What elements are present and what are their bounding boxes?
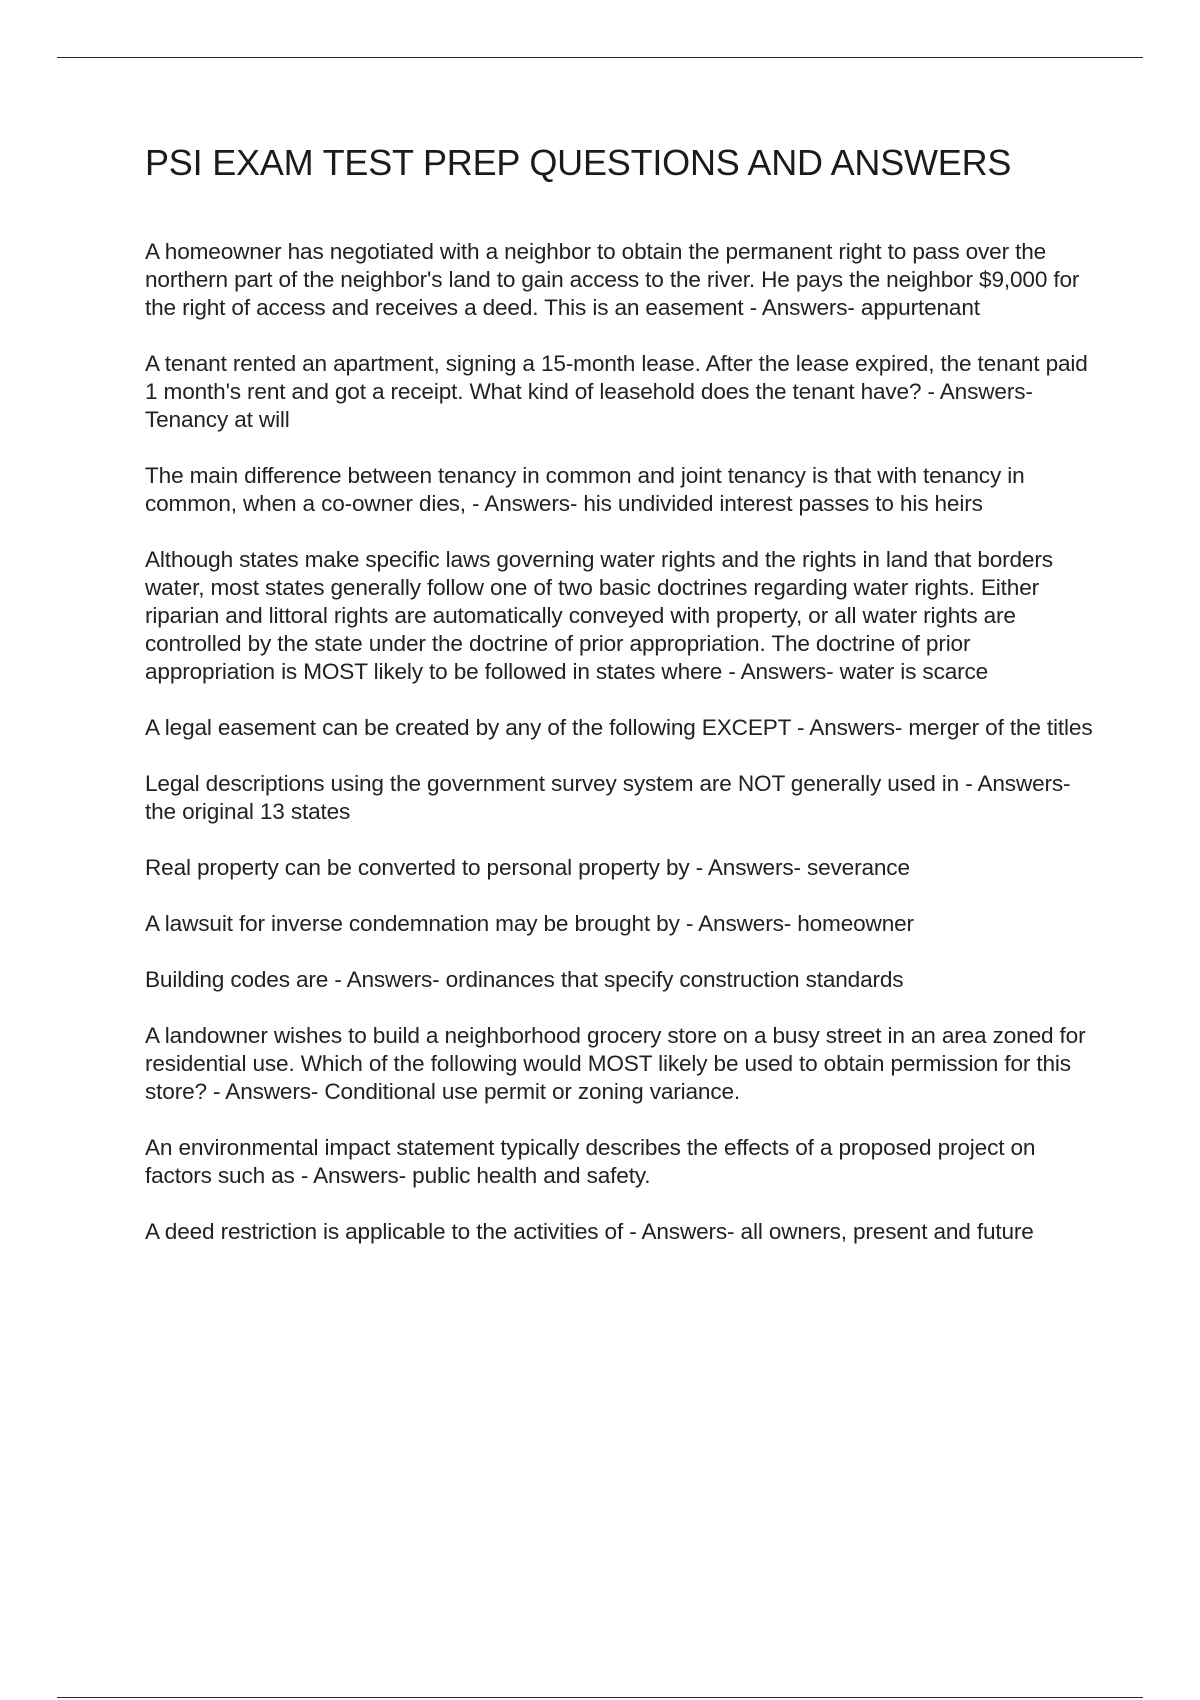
qa-item: Building codes are - Answers- ordinances that specify construction standards [145, 967, 904, 992]
document-body [145, 140, 1095, 1274]
qa-item: A legal easement can be created by any of the following EXCEPT - Answers- merger of the titles [145, 715, 1093, 740]
qa-item: The main difference between tenancy in common and joint tenancy is that with tenancy in common, when a co-owner dies, - Answers- his undivided interest passes to his heirs [145, 463, 1025, 516]
document-title: PSI EXAM TEST PREP QUESTIONS AND ANSWERS [145, 142, 1012, 183]
qa-item: A lawsuit for inverse condemnation may be brought by - Answers- homeowner [145, 911, 914, 936]
qa-item: An environmental impact statement typically describes the effects of a proposed project on factors such as - Answers- public health and safety. [145, 1135, 1036, 1188]
qa-item: A homeowner has negotiated with a neighbor to obtain the permanent right to pass over the northern part of the neighbor's land to gain access to the river. He pays the neighbor $9,000 for the right of access and receives a deed. This is an easement - Answers- appurtenant [145, 239, 1080, 320]
qa-item: Although states make specific laws governing water rights and the rights in land that borders water, most states generally follow one of two basic doctrines regarding water rights. Either riparian and littoral rights are automatically conveyed with property, or all water rights are controlled by the state under the doctrine of prior appropriation. The doctrine of prior appropriation is MOST likely to be followed in states where - Answers- water is scarce [145, 547, 1053, 684]
bottom-divider [57, 1697, 1143, 1698]
qa-item: A tenant rented an apartment, signing a 15-month lease. After the lease expired, the tenant paid 1 month's rent and got a receipt. What kind of leasehold does the tenant have? - Answers- Tenancy at will [145, 351, 1088, 432]
qa-list [145, 238, 1095, 1246]
qa-item: Real property can be converted to personal property by - Answers- severance [145, 855, 910, 880]
top-divider [57, 57, 1143, 58]
qa-item: Legal descriptions using the government survey system are NOT generally used in - Answers- the original 13 states [145, 771, 1071, 824]
qa-item: A landowner wishes to build a neighborhood grocery store on a busy street in an area zoned for residential use. Which of the following would MOST likely be used to obtain permission for this store? - Answers- Conditional use permit or zoning variance. [145, 1023, 1086, 1104]
qa-item: A deed restriction is applicable to the activities of - Answers- all owners, present and future [145, 1219, 1034, 1244]
